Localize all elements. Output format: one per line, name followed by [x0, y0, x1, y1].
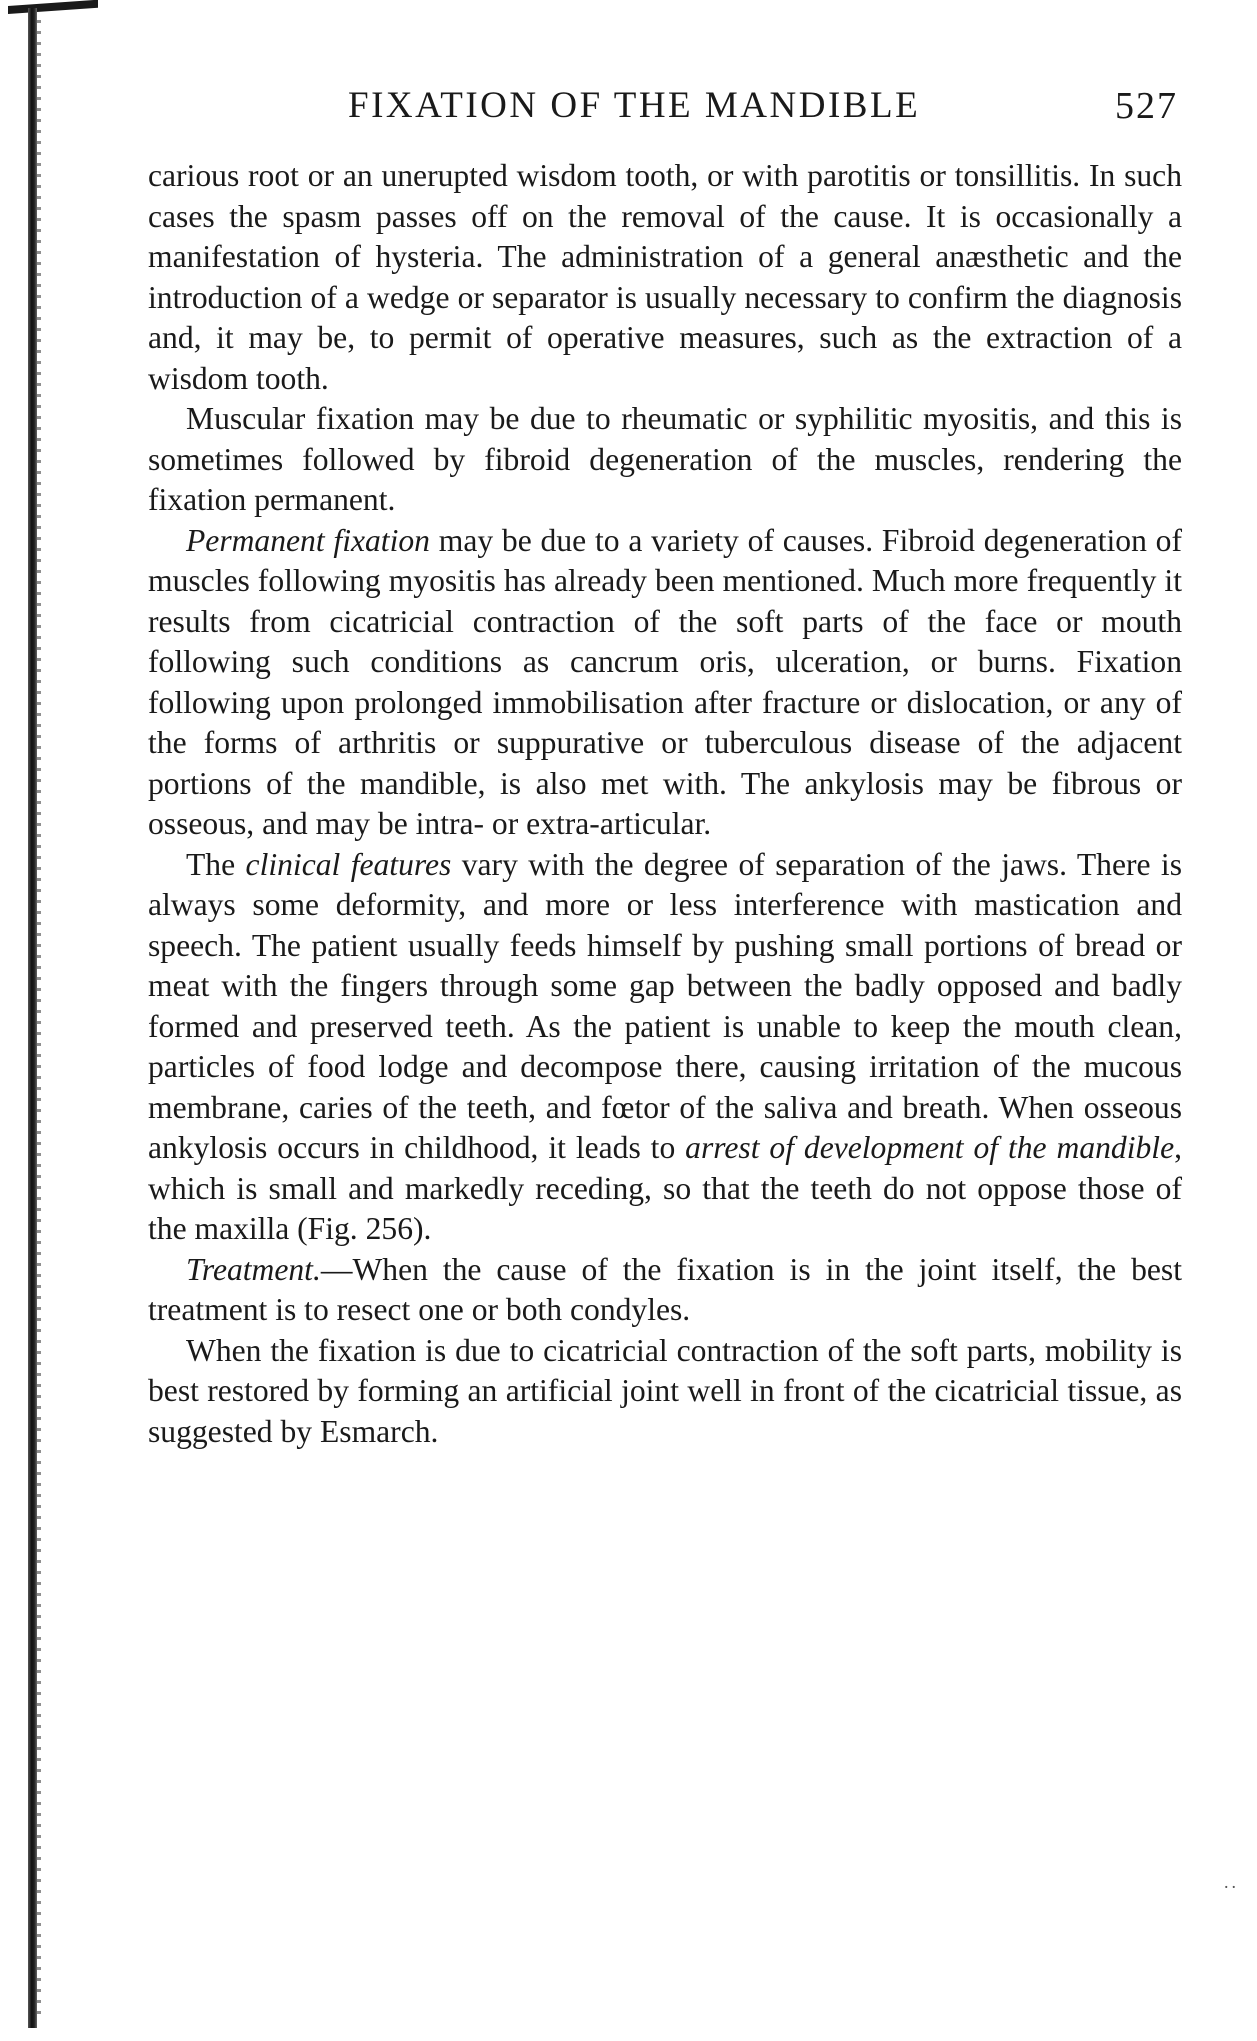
paragraph-text: carious root or an unerupted wisdom tooth, or with parotitis or tonsillitis. In such cases the spasm passes off on the removal of the cause. It is occasionally a manifestation of hysteria. The administration of a general anæsthetic and the introduction of a wedge or separator is usually necessary to confirm the diagnosis and, it may be, to permit of operative measures, such as the extraction of a wisdom tooth. — [148, 158, 1182, 396]
paragraph-continuation — [148, 156, 1182, 399]
italic-heading: Permanent fixation — [186, 522, 430, 558]
italic-term: clinical features — [245, 846, 452, 882]
book-binding-edge — [0, 0, 40, 2041]
paragraph-muscular-fixation — [148, 399, 1182, 521]
paragraph-cicatricial — [148, 1331, 1182, 1453]
paragraph-text: vary with the degree of separation of the jaws. There is always some deformity, and more or less interference with mastication and speech. The patient usually feeds himself by pushing small portions of bread or meat with the fingers through some gap between the badly opposed and badly formed and preserved teeth. As the patient is unable to keep the mouth clean, particles of food lodge and decompose there, causing irritation of the mucous membrane, caries of the teeth, and fœtor of the saliva and breath. When osseous ankylosis occurs in childhood, it leads to — [148, 846, 1182, 1165]
paragraph-text: When the fixation is due to cicatricial contraction of the soft parts, mobility is best restored by forming an artificial joint well in front of the cicatricial tissue, as suggested by Esmarch. — [148, 1332, 1182, 1449]
paragraph-text: Muscular fixation may be due to rheumatic or syphilitic myositis, and this is sometimes followed by fibroid degeneration of the muscles, rendering the fixation permanent. — [148, 401, 1182, 517]
paragraph-permanent-fixation — [148, 521, 1182, 845]
running-head — [148, 84, 1182, 136]
paragraph-text: , which is small and markedly receding, so that the teeth do not oppose those of the maxilla (Fig. 256). — [148, 1130, 1182, 1246]
paragraph-text: —When the cause of the fixation is in the joint itself, the best treatment is to resect one or both condyles. — [148, 1251, 1182, 1327]
book-page — [148, 84, 1182, 1452]
page-number: 527 — [1115, 85, 1178, 127]
paragraph-clinical-features — [148, 845, 1182, 1250]
body-text — [148, 156, 1182, 1452]
margin-speck: .. — [1224, 1872, 1239, 1892]
paragraph-treatment — [148, 1250, 1182, 1331]
italic-heading: Treatment. — [186, 1251, 321, 1287]
binding-stitching — [37, 20, 41, 2020]
paragraph-text: may be due to a variety of causes. Fibroid degeneration of muscles following myositis has already been mentioned. Much more frequently it results from cicatricial contraction of the soft parts of the face or mouth following such conditions as cancrum oris, ulceration, or burns. Fixation following upon prolonged immobilisation after fracture or dislocation, or any of the forms of arthritis or suppurative or tuberculous disease of the adjacent portions of the mandible, is also met with. The ankylosis may be fibrous or osseous, and may be intra- or extra-articular. — [148, 522, 1182, 841]
binding-hook-mark — [8, 0, 98, 14]
running-title: FIXATION OF THE MANDIBLE — [348, 85, 921, 126]
paragraph-text: The — [186, 846, 246, 882]
binding-spine — [28, 8, 37, 2028]
italic-term: arrest of development of the mandible — [685, 1130, 1175, 1165]
